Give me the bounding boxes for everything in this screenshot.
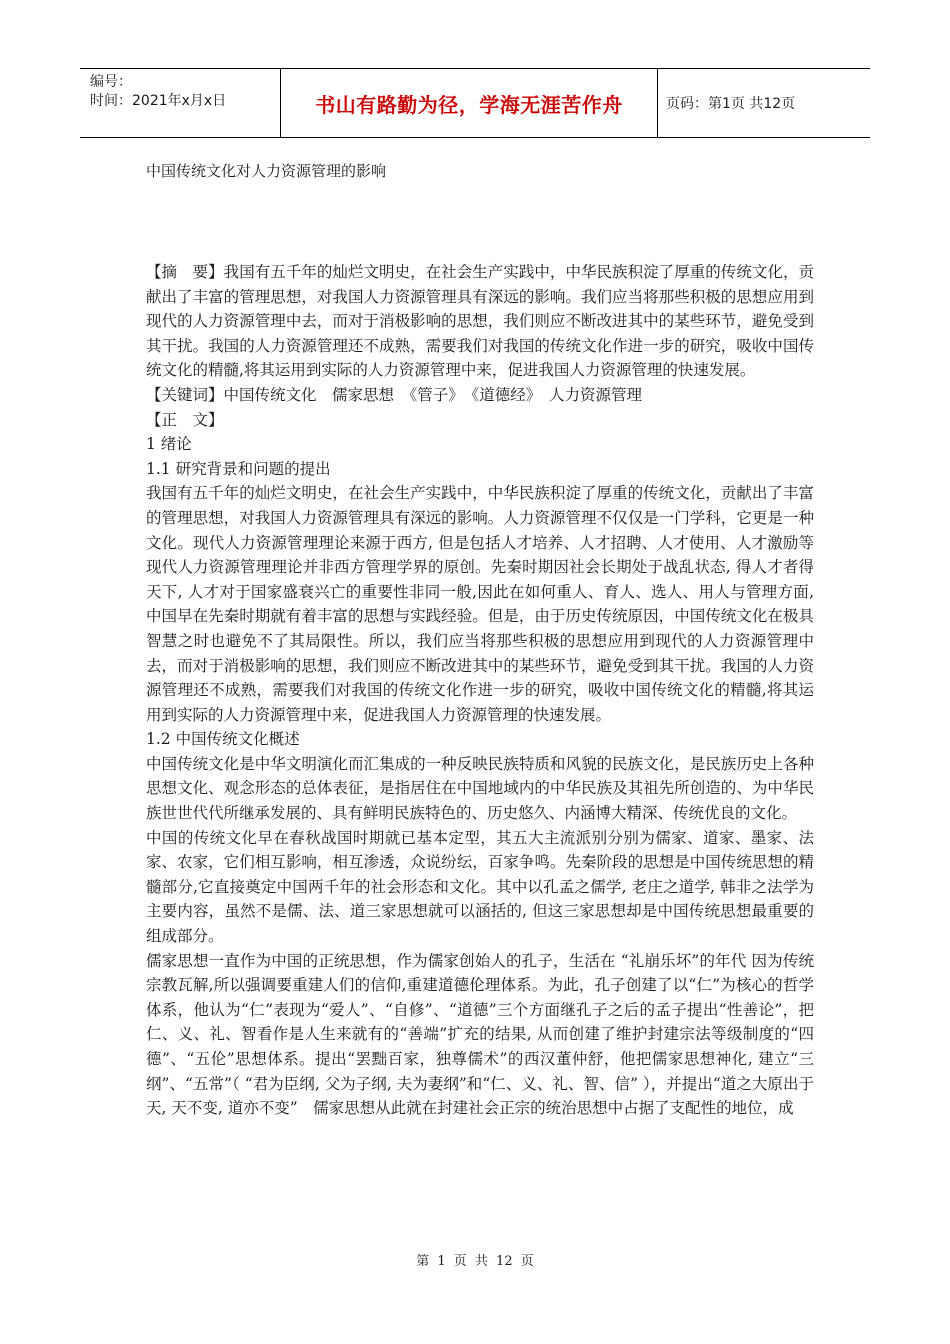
document-body <box>146 260 814 1121</box>
document-number-label: 编号： <box>90 74 132 90</box>
header-motto: 书山有路勤为径，学海无涯苦作舟 <box>280 69 658 137</box>
header-meta <box>80 69 280 137</box>
body-label: 【正 文】 <box>146 410 224 429</box>
body-paragraph: 中国传统文化是中华文明演化而汇集成的一种反映民族特质和风貌的民族文化，是民族历史上各种思想文化、观念形态的总体表征，是指居住在中国地域内的中华民族及其祖先所创造的、为中华民族世世代代所继承发展的、具有鲜明民族特色的、历史悠久、内涵博大精深、传统优良的文化。 <box>146 754 814 823</box>
abstract-paragraph: 【摘 要】我国有五千年的灿烂文明史，在社会生产实践中，中华民族积淀了厚重的传统文化，贡献出了丰富的管理思想，对我国人力资源管理具有深远的影响。我们应当将那些积极的思想应用到现代的人力资源管理中去，而对于消极影响的思想，我们则应不断改进其中的某些环节，避免受到其干扰。我国的人力资源管理还不成熟，需要我们对我国的传统文化作进一步的研究，吸收中国传统文化的精髓,将其运用到实际的人力资源管理中来，促进我国人力资源管理的快速发展。 <box>146 263 814 380</box>
body-paragraph: 中国的传统文化早在春秋战国时期就已基本定型，其五大主流派别分别为儒家、道家、墨家、法家、农家，它们相互影响，相互渗透，众说纷纭，百家争鸣。先秦阶段的思想是中国传统思想的精髓部分,它直接奠定中国两千年的社会形态和文化。其中以孔孟之儒学, 老庄之道学, 韩非之法学为主要内容，虽然不是儒、法、道三家思想就可以涵括的, 但这三家思想却是中国传统思想最重要的组成部分。 <box>146 828 814 946</box>
document-title: 中国传统文化对人力资源管理的影响 <box>146 162 387 180</box>
document-time-label: 时间：2021年x月x日 <box>90 93 227 109</box>
body-paragraph: 我国有五千年的灿烂文明史，在社会生产实践中，中华民族积淀了厚重的传统文化，贡献出了丰富的管理思想，对我国人力资源管理具有深远的影响。人力资源管理不仅仅是一门学科，它更是一种文化。现代人力资源管理理论来源于西方, 但是包括人才培养、人才招聘、人才使用、人才激励等现代人力资源管理理论并非西方管理学界的原创。先秦时期因社会长期处于战乱状态, 得人才者得天下, 人才对于国家盛衰兴亡的重要性非同一般,因此在如何重人、育人、选人、用人与管理方面, 中国早在先秦时期就有着丰富的思想与实践经验。但是，由于历史传统原因，中国传统文化在极具智慧之时也避免不了其局限性。所以，我们应当将那些积极的思想应用到现代的人力资源管理中去，而对于消极影响的思想，我们则应不断改进其中的某些环节，避免受到其干扰。我国的人力资源管理还不成熟，需要我们对我国的传统文化作进一步的研究，吸收中国传统文化的精髓,将其运用到实际的人力资源管理中来，促进我国人力资源管理的快速发展。 <box>146 484 814 724</box>
section-heading-1-1: 1.1 研究背景和问题的提出 <box>146 459 331 478</box>
body-paragraph: 儒家思想一直作为中国的正统思想，作为儒家创始人的孔子，生活在 “礼崩乐坏”的年代 因为传统宗教瓦解,所以强调要重建人们的信仰,重建道德伦理体系。为此，孔子创建了以“仁”为核心的哲学体系，他认为“仁”表现为“爱人”、“自修”、“道德”三个方面继孔子之后的孟子提出“性善论”，把仁、义、礼、智看作是人生来就有的“善端”扩充的结果, 从而创建了维护封建宗法等级制度的“四德”、“五伦”思想体系。提出“罢黜百家，独尊儒术”的西汉董仲舒，他把儒家思想神化, 建立“三纲”、“五常”（ “君为臣纲, 父为子纲, 夫为妻纲”和“仁、义、礼、智、信” ），并提出“道之大原出于天, 天不变, 道亦不变” 儒家思想从此就在封建社会正宗的统治思想中占据了支配性的地位，成 <box>146 951 814 1118</box>
section-heading-1: 1 绪论 <box>146 435 192 454</box>
section-heading-1-2: 1.2 中国传统文化概述 <box>146 730 300 749</box>
page-footer: 第 1 页 共 12 页 <box>416 1254 534 1269</box>
header-page-info: 页码：第1页 共12页 <box>666 96 796 112</box>
keywords-line: 【关键词】中国传统文化 儒家思想 《管子》 《道德经》 人力资源管理 <box>146 385 643 404</box>
page-header <box>80 68 870 138</box>
